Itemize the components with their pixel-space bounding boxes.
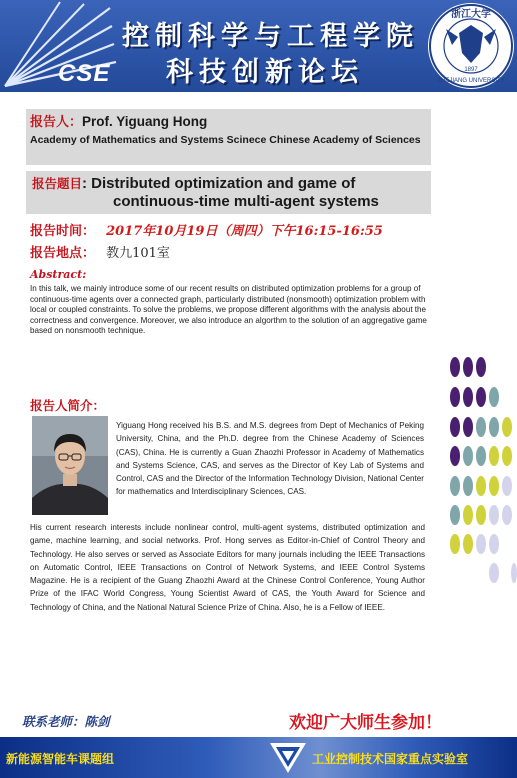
- dot: [450, 476, 460, 496]
- dot: [463, 476, 473, 496]
- zju-seal-icon: [428, 3, 514, 89]
- dot: [476, 417, 486, 437]
- contact-teacher: 联系老师：陈剑: [22, 714, 110, 729]
- zju-seal-logo: [428, 3, 514, 89]
- dot: [476, 357, 486, 377]
- dot: [489, 563, 499, 583]
- bio-text-right: Yiguang Hong received his B.S. and M.S. degrees from Dept of Mechanics of Peking University, China, and the Ph.D. degree from the Chinese Academy of Sciences (CAS), China. He is currently a Guan Zhaozhi Professor in Academy of Mathematics and Systems Science, CAS, and serves as the Director of Key Lab of Systems and Control, CAS and the Director of the Information Technology Division, National Center for mathematics and Interdisciplinary Sciences, CAS.: [116, 421, 424, 497]
- dot: [463, 446, 473, 466]
- speaker-line: [30, 111, 207, 130]
- welcome-text: 欢迎广大师生参加！: [289, 713, 442, 733]
- dot: [502, 417, 512, 437]
- dot: [502, 505, 512, 525]
- dot: [511, 563, 517, 583]
- dot: [476, 505, 486, 525]
- dot: [489, 505, 499, 525]
- bio-text-full: His current research interests include nonlinear control, multi-agent systems, distributed optimization and game, machine learning, and social networks. Prof. Hong serves as Editor-in-Chief of Control Theory and Technology. He also serves or served as Associate Editors for many journals including the IEEE Transactions on Automatic Control, IEEE Transactions on Control of Network Systems, and IEEE Control Systems Magazine. He is a recipient of the Guang Zhaozhi Award at the Chinese Control Conference, Young Author Prize of the IFAC World Congress, Young Scientist Award of CAS, the Youth Award for Science and Technology of China, and the National Natural Science Prize of China. Also, he is a Fellow of IEEE.: [30, 523, 425, 612]
- dot: [463, 387, 473, 407]
- dot: [489, 534, 499, 554]
- dot: [463, 505, 473, 525]
- dot: [489, 476, 499, 496]
- dot: [502, 446, 512, 466]
- dot: [476, 476, 486, 496]
- bio-label: 报告人简介：: [30, 398, 106, 413]
- dot: [450, 387, 460, 407]
- time-label: 报告时间：: [30, 224, 96, 239]
- dot: [476, 534, 486, 554]
- dot: [489, 417, 499, 437]
- dot: [489, 387, 499, 407]
- zju-year: 1897: [464, 67, 478, 73]
- time-value: 2017年10月19日（周四）下午16:15-16:55: [106, 224, 383, 239]
- speaker-label: 报告人：: [30, 115, 83, 130]
- talk-place-row: [30, 242, 170, 261]
- abstract-label: Abstract:: [30, 268, 87, 281]
- zju-cn-name: 浙江大学: [451, 9, 491, 20]
- dot: [502, 476, 512, 496]
- talk-time-row: [30, 220, 383, 239]
- dot: [450, 446, 460, 466]
- footer-left-text: 新能源智能车课题组: [6, 752, 115, 766]
- lab-logo-icon: [268, 741, 308, 775]
- talk-title-line2: continuous-time multi-agent systems: [113, 193, 379, 210]
- abstract-text: In this talk, we mainly introduce some of our recent results on distributed optimization problems for a group of continuous-time agents over a connected graph, particularly distributed (nonsmooth) optimization problem with local or coupled constraints. To solve the problems, we propose different algorithms with the analysis about the correctness and convergence. Moreover, we also introduce an algorthm to the solution of an aggregative game based on nonsmooth technique.: [30, 284, 427, 335]
- college-title: 控制科学与工程学院: [122, 21, 419, 52]
- speaker-name: Prof. Yiguang Hong: [82, 114, 208, 129]
- zju-en-name: ZHEJIANG UNIVERSITY: [437, 78, 505, 84]
- forum-title: 科技创新论坛: [166, 57, 364, 88]
- talk-title-label: 报告题目: [32, 176, 83, 191]
- header-banner: [0, 0, 517, 92]
- dot: [476, 387, 486, 407]
- footer-right-text: 工业控制技术国家重点实验室: [312, 752, 469, 766]
- dot: [450, 534, 460, 554]
- speaker-portrait-icon: [32, 416, 108, 515]
- dot: [463, 534, 473, 554]
- speaker-photo: [32, 416, 108, 515]
- cse-logo-text: CSE: [58, 60, 111, 87]
- talk-title-line1: 报告题目: Distributed optimization and game of: [32, 175, 356, 192]
- dot: [489, 446, 499, 466]
- dot: [450, 357, 460, 377]
- speaker-affiliation: Academy of Mathematics and Systems Scinece Chinese Academy of Sciences: [30, 134, 421, 146]
- place-value: 教九101室: [106, 246, 170, 261]
- dot: [450, 417, 460, 437]
- dot: [476, 446, 486, 466]
- dot: [450, 505, 460, 525]
- dot: [463, 417, 473, 437]
- place-label: 报告地点：: [30, 246, 96, 261]
- dot: [463, 357, 473, 377]
